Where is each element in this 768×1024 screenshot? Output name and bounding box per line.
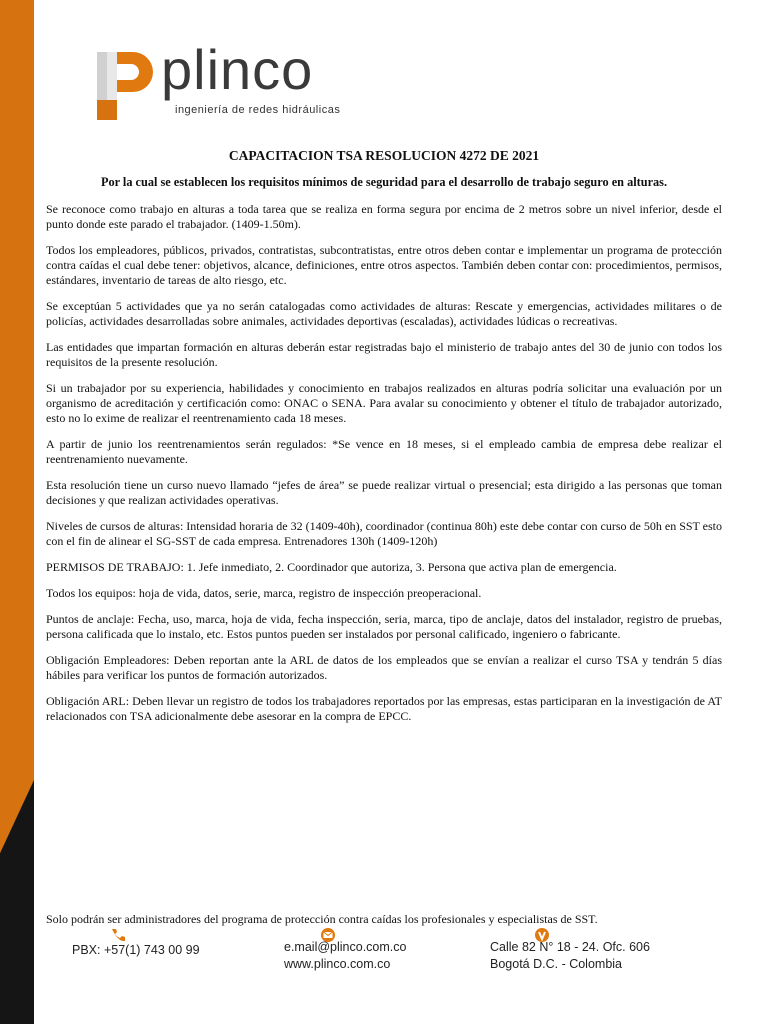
paragraph: A partir de junio los reentrenamientos serán regulados: *Se vence en 18 meses, si el empleado cambia de empresa debe realizar el reentrenamiento nuevamente. xyxy=(46,437,722,466)
paragraph: Niveles de cursos de alturas: Intensidad horaria de 32 (1409-40h), coordinador (continua 80h) este debe contar con curso de 50h en SST esto con el fin de alinear el SG-SST de cada empresa. Entrenadores 130h (1409-120h) xyxy=(46,519,722,548)
phone-icon xyxy=(110,928,126,942)
closing-note: Solo podrán ser administradores del programa de protección contra caídas los profesionales y especialistas de SST. xyxy=(46,912,598,926)
plinco-logo-icon xyxy=(95,46,155,122)
email-address[interactable]: e.mail@plinco.com.co xyxy=(284,940,407,954)
address-line-2: Bogotá D.C. - Colombia xyxy=(490,957,623,971)
brand-name: plinco xyxy=(161,38,314,101)
document-body xyxy=(46,148,722,735)
paragraph: Todos los empleadores, públicos, privados, contratistas, subcontratistas, entre otros deben contar e implementar un programa de protección contra caídas el cual debe tener: objetivos, alcance, definiciones, entre otros aspectos. También deben contar con: procedimientos, permisos, estándares, inventario de tareas de alto riesgo, etc. xyxy=(46,243,722,287)
paragraph: Esta resolución tiene un curso nuevo llamado “jefes de área” se puede realizar virtual o presencial; esta dirigido a las personas que toman decisiones y que realizan actividades operativas. xyxy=(46,478,722,507)
website-link[interactable]: www.plinco.com.co xyxy=(284,957,391,971)
paragraph: Todos los equipos: hoja de vida, datos, serie, marca, registro de inspección preoperacional. xyxy=(46,586,482,600)
paragraph: Se exceptúan 5 actividades que ya no serán catalogadas como actividades de alturas: Rescate y emergencias, actividades militares o de policías, actividades desarrolladas sobre animales, actividades deportivas (escaladas), actividades lúdicas o recreativas. xyxy=(46,299,722,328)
brand-tagline: ingeniería de redes hidráulicas xyxy=(175,104,341,116)
contact-footer xyxy=(0,928,768,988)
paragraph: Obligación Empleadores: Deben reportan ante la ARL de datos de los empleados que se envían a realizar el curso TSA y tendrán 5 días hábiles para verificar los puntos de formación autorizados. xyxy=(46,653,722,682)
brand-logo xyxy=(95,38,355,124)
paragraph: Puntos de anclaje: Fecha, uso, marca, hoja de vida, fecha inspección, seria, marca, tipo de anclaje, datos del instalador, registro de pruebas, persona calificada que lo instalo, etc. Estos puntos pueden ser instalados por personal calificado, ingeniero o fabricante. xyxy=(46,612,722,641)
phone-number: PBX: +57(1) 743 00 99 xyxy=(72,943,200,957)
document-subtitle: Por la cual se establecen los requisitos mínimos de seguridad para el desarrollo de trabajo seguro en alturas. xyxy=(100,175,668,189)
document-title: CAPACITACION TSA RESOLUCION 4272 DE 2021 xyxy=(228,148,540,163)
paragraph: Se reconoce como trabajo en alturas a toda tarea que se realiza en forma segura por encima de 2 metros sobre un nivel inferior, desde el punto donde este parado el trabajador. (1409-1.50m). xyxy=(46,202,722,231)
paragraph: Obligación ARL: Deben llevar un registro de todos los trabajadores reportados por las empresas, estas participaran en la investigación de AT relacionados con TSA adicionalmente debe asesorar en la compra de EPCC. xyxy=(46,694,722,723)
paragraph: PERMISOS DE TRABAJO: 1. Jefe inmediato, 2. Coordinador que autoriza, 3. Persona que activa plan de emergencia. xyxy=(46,560,617,574)
address-line-1: Calle 82 N° 18 - 24. Ofc. 606 xyxy=(490,940,650,954)
paragraph: Las entidades que impartan formación en alturas deberán estar registradas bajo el ministerio de trabajo antes del 30 de junio con todos los requisitos de la presente resolución. xyxy=(46,340,722,369)
paragraph: Si un trabajador por su experiencia, habilidades y conocimiento en trabajos realizados en alturas podría solicitar una evaluación por un organismo de acreditación y certificación como: ONAC o SENA. Para avalar su conocimiento y obtener el título de trabajador autorizado, esto no lo exime de realizar el reentrenamiento cada 18 meses. xyxy=(46,381,722,425)
